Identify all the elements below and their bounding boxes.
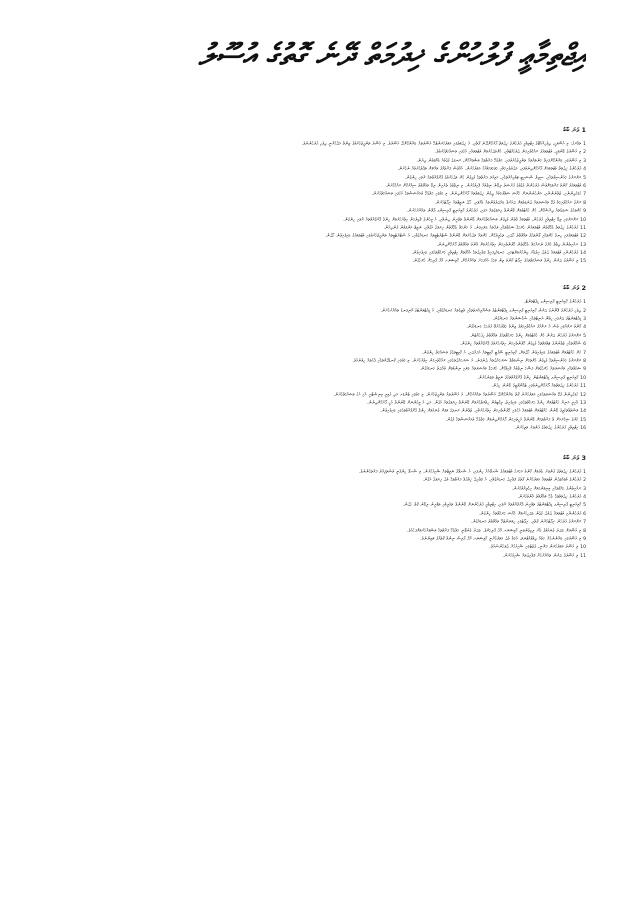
clause-paragraph: 2 ދިވެހި ފުލުހުންގެ ޤާނޫނުގެ ދަށުން ކޮމިއުނިޓީ ޕޮލިސިންގ ޑިޕާޓްމަންޓުގެ މަސްއޫލިއްޔަތުތަކާއި ވާޖިބުތައް ކަނޑައެޅުމާއި، އެ ޑިޕާޓްމަންޓުގެ އޮނިގަނޑު ތައްޔާރުކުރުން. [380, 308, 586, 314]
clause-paragraph: 5 ރަށްރަށުގެ ކައުންސިލްތަކާއި، ސިވިލް ސޮސައިޓީ ޖަމްޢިއްޔާތަކާއި، އަމިއްލަ ފަރާތްތަކާ ގުޅިގެން ކުށް މަދުކުރުމުގެ ޕްރޮގްރާމްތައް ރާވައި ހިންގުން. [404, 175, 586, 181]
clause-paragraph: 4 ފުލުހުންގެ ޚިދުމަތް މުޖުތަމަޢަށް ފޯރުކޮށްދިނުމުގައި، ޢަދުލުވެރިކަމާއި ހަމަހަމަކަމާއެކު ޢަމަލުކުރުން. އެއްވެސް ފަރާތެއްގެ މައްޗަށް ތަފާތުކުރުމެއް ނުކުރުން. [397, 167, 586, 173]
clause-paragraph: 15 ކުށުގެ ޝިކާރައަށް ވާ ފަރާތްތަކަށް ބޭނުންވާ އެހީތެރިކަން ފޯރުކޮށްދިނުމަށް ކަމާބެހޭ މުއައްސަސާތަކާ ގުޅުން. [445, 417, 586, 423]
clause-paragraph: 8 ރަށްރަށުގެ ކައުންސިލްތަކާ ގުޅިގެން ކުށްތަކަށް ނިސްބަތްވާ ސަރަހައްދުތައް ދެނެގަނެ، އެ ސަރަހައްދުތަކުގައި ރައްކާތެރިކަން އިތުރުކުރުން. މި ކަމުގައި ގޮނޑުދޮށުތަކާއި ޕާކުތައް ހިމެނެއެވެ. [352, 359, 586, 364]
section-2 [50, 284, 586, 433]
clause-paragraph: 4 ފުލުހުންގެ ޚިދުމަތްތަކާ ބެހޭ މަޢުލޫމާތު ޢާންމުކުރުން. [517, 495, 586, 501]
clause-paragraph: 8 ރަށުގެ ރައްކާތެރިކަމާ ގުޅޭ މައްސަލަތައް ދެނެގަތުމަށް ދައުރުވާ ބައްދަލުވުންތައް ބާއްވައި، ހޯދާ ނަތީޖާތައް ރިޕޯޓުކުރުން. [434, 200, 586, 206]
clause-paragraph: 14 މަސްތުވާތަކެތީގެ ބޭނުން ހުއްޓުވުމަށް މުޖުތަމަޢާ އެކުގައި ހޭލުންތެރިކަން އިތުރުކުރުމާއި، ޒުވާނުން ރަނގަޅު މަގަށް ގެނައުމަށް ހިންގާ ޕްރޮގްރާމްތަކުގައި ބައިވެރިވުން. [380, 409, 586, 415]
section-3 [50, 454, 586, 561]
clause-paragraph: 3 ޑިޕާޓްމަންޓުގެ ދަށުގައި ހިމެނޭ ޔުނިޓްތަކާއި ސެކްޝަންތައް ކަނޑައެޅުން. [492, 317, 586, 323]
clause-paragraph: 6 މުޖުތަމަޢުގެ ކޮންމެ ފަރާތަކަށްވެސް ފުލުހުންނާ ގުޅުމުގެ ފުރުޞަތު ލިބޭނެ ނިޒާމެއް ޤާއިމުކުރުން. މި ނިޒާމުގެ ތެރެއިން ލިބޭ މަޢުލޫމާތު ސިއްރުކޮށް ރައްކާކުރުން. [385, 183, 586, 189]
clause-paragraph: 7 ރަށްރަށުގެ ފުލުހުން ރިޕޯޓުކުރާނެ ގޮތާއި، ރިޕޯޓުގައި ހިމަނަންޖެހޭ މަޢުލޫމާތު ކަނޑައެޅުން. [471, 520, 586, 526]
clause-paragraph: 11 ފުލުހުންގެ ޚިދުމަތްތައް ފޯރުކޮށްދިނުމުގައި ޓެކްނޮލޮޖީގެ ބޭނުން ހިފުން. [491, 384, 586, 390]
clause-paragraph: 10 މި އުސޫލު ޢަމަލުކުރަން ފަށާނީ، ގެޒެޓުގައި ޝާއިޢުކުރާ ދުވަހުންސެއެވެ. [489, 545, 586, 551]
clause-paragraph: 10 ރަށްރަށުގައި ތިބޭ އިޖްތިމާޢީ ފުލުހުން، މުޖުތަމަޢާ ގާތުން ގުޅިގެން މަސައްކަތްކުރުމަށް ބޭނުންވާ ތަމްރީނު ދިނުމާއި، އެ މީހުންގެ ޤާބިލުކަން އިތުރުކުރުމަށް ހިންގާ ޕްރޮގްރާމްތައް ރާވައި ހިންގުން. [343, 217, 586, 223]
clause-paragraph: 8 މި އުސޫލަށް ބަދަލު ގެނައުމުގެ ބާރު ލިބިގެންވަނީ ކޮމިޝަނަރ އޮފް ޕޮލިހަށެވެ. ބަދަލު ގެނެވޭނީ ކަމާބެހޭ ފަރާތްތަކާ މަޝްވަރާކުރުމަށްފަހުއެވެ. [407, 528, 586, 534]
clause-paragraph: 6 ސްކޫލްތަކާއި ޒުވާނުންގެ ޖަމާޢަތްތަކާ ގުޅިގެން ހޭލުންތެރިކަން އިތުރުކުރުމުގެ ޕްރޮގްރާމްތައް ހިންގުން. [460, 342, 586, 348]
clause-paragraph: 1 ފުލުހުންގެ ކޮމިއުނިޓީ ޕޮލިސިންގ ޑިޕާޓްމަންޓް. [523, 300, 586, 306]
section-heading: 1 ވަނަ ބާބު [563, 126, 586, 134]
clause-paragraph: 11 ފުލުހުންގެ ޚިދުމަތާ ބެހޭގޮތުން މުޖުތަމަޢުން ހުށަހަޅާ ޝަކުވާތަކާއި ލަފާތައް ބަލައިގަނެ، އެ ކަންކަމާ ބެހޭގޮތުން ފިޔަވަޅު އެޅުމާއި، ނަތީޖާ އަންގަމުން ގެންދިއުން. [383, 225, 586, 231]
clause-paragraph: 9 ޝަކުވާތަކާއި މައްސަލަތައް ހުށަހެޅުމަށް ފަސޭހަ ނިޒާމެއް ޤާއިމުކޮށް، ހުށަހަޅާ މައްސަލަތައް ބަލައި ނިންމުމަށް މުއްދަތު ކަނޑައެޅުން. [419, 367, 586, 373]
clause-paragraph: 16 އިޖްތިމާޢީ ފުލުހުންގެ ޚިދުމަތުގެ ފެންވަރު މަތިކުރުން. [514, 426, 586, 432]
clause-paragraph: 7 ކުޑަކުދިންނާއި، ޒުވާނުންނާއި، އަންހެނުންނަށް ހާއްސަ ސަމާލުކަމެއް ދީގެން ޚިދުމަތްތައް ފޯރުކޮށްދިނުން. މި ކަމުގައި ކަމާބެހޭ މުއައްސަސާތަކާ އެކުގައި މަސައްކަތްކުރުން. [371, 192, 586, 198]
clause-paragraph: 5 ރަށްރަށުގެ ފުލުހުން ދަށުން ކުށް ހުއްޓުވުމަށް ހިންގާ ހަރަކާތްތަކުގެ މަޢުލޫމާތު ހިފެހެއްޓުން. [469, 333, 586, 339]
clause-list [50, 299, 586, 433]
clause-paragraph: 14 ފުލުހުންނާއި މުޖުތަމަޢާ ދެމެދު އިތުބާރު ބިނާކުރުމަށްޓަކައި، ކަނޑައެޅިފައިވާ ގަވާއިދުތަކާ އެއްގޮތަށް އިޖްތިމާޢީ ހަރަކާތްތަކުގައި ބައިވެރިވުން. [411, 251, 586, 257]
section-heading: 2 ވަނަ ބާބު [563, 284, 586, 293]
clause-paragraph: 1 ތަޢާރަފު: މި އުސޫލަކީ، ދިވެހިރާއްޖޭގެ އިޖްތިމާޢީ ފުލުހުންގެ ޚިދުމަތް ފޯރުކޮށްދޭނެ ގޮތާއި، އެ ޚިދުމަތުގައި ޢަމަލުކުރަންޖެހޭ އުސޫލުތައް ބަޔާންކޮށްދޭ އުސޫލެވެ. މި އުސޫލު ތަންފީޒުކުރުމުގެ ޒިންމާ އަދާކުރާނީ ދިވެހި ފުލުހުންނެވެ. [301, 142, 586, 147]
clause-paragraph: 13 ޢާއިލީ އަނިޔާ ހުއްޓުވުމަށް ހިންގާ ހަރަކާތްތަކުގައި ބައިވެރިވެ، ވިކްޓިމުން ހިމާޔަތްކުރުމަށް ބޭނުންވާ ފިޔަވަޅުތައް އެޅުން. އަދި އެ މީހުންނަށް ބޭނުންވާ އެހީ ފޯރުކޮށްދިނުން. [366, 400, 586, 406]
clause-list [50, 469, 586, 561]
clause-paragraph: 3 މި އުސޫލުގައި ބަޔާންކޮށްފައިވާ ކަންތައްތައް ތަންފީޒުކުރުމުގައި، ކަމާބެހޭ ފަރާތްތަކާ މަޝްވަރާކޮށް، ރަނގަޅު ގުޅުމެއް ބާއްވަމުން ދިޔުން. [416, 158, 586, 164]
document-title: އިޖްތިމާޢީ ފުލުހުންގެ ޚިދުމަތް ދޭނެ ގޮތުގެ އުސޫލު [198, 38, 586, 73]
document-body [50, 126, 586, 561]
clause-paragraph: 11 މި އުސޫލުގެ ދަށުން ތައްޔާރުކުރާ ޤަވާޢިދުތައް ޝާއިޢުކުރުން. [502, 553, 586, 559]
clause-paragraph: 4 ކޮންމެ ރަށެއްގައި ވެސް އެ ރަށެއްގެ ރައްކާތެރިކަމުގެ ޒިންމާ ހަވާލުކުރެވޭ ފުލުހަކު ކަނޑައެޅުން. [466, 325, 586, 331]
section-heading: 3 ވަނަ ބާބު [563, 453, 586, 462]
clause-paragraph: 2 މި އުސޫލުގެ ބޭނުމަކީ، މުޖުތަމަޢުގެ ރައްކާތެރިކަން ދެމެހެއްޓުމާއި، ކުށްމަދުކުރުމަށް މުޖުތަމަޢާއި އެކުގައި މަސައްކަތްކުރުމެވެ. [434, 150, 586, 156]
clause-paragraph: 1 ފުލުހުންގެ ޚިދުމަތުގެ ފެންވަރު ބެލުމަށް ކޮންމެ އަހަރަކު މުޖުތަމަޢުގެ ސާރވޭއެއް ހިންގައި، އެ ސާރވޭގެ ނަތީޖާތައް ޝާއިޢުކުރުން. މި ސާރވޭ ހިންގާނީ މުސްތަޤިއްލު ފަރާތަކުންނެވެ. [358, 469, 586, 475]
clause-paragraph: 9 ކުށްތަކުގެ ސަބަބުތައް ދިރާސާކޮށް، ކުށް ހުއްޓުވުމަށް ބޭނުންވާ ފިޔަވަޅުތައް އަޅައި، ފުލުހުންގެ ކޮމިއުނިޓީ ޕޮލިސިންގ ޕްލޭން ތައްޔާރުކުރުން. [406, 209, 586, 215]
clause-paragraph: 7 ކުށް ހުއްޓުވުމަށް މުޖުތަމަޢުގެ ބައިވެރިވުން ހޯދުމަށް، ކޮމިއުނިޓީ ސޭފްޓީ ކޮމިޓީތައް އުފައްދައި، އެ ކޮމިޓީތަކުގެ މަސައްކަތް ހިންގުން. [421, 350, 586, 356]
clause-list [50, 141, 586, 266]
section-1 [50, 126, 586, 266]
clause-paragraph: 2 ފުލުހުންގެ މުވައްޒަފުން މުޖުތަމަޢާ ޢަމަލުކުރާނެ ގޮތުގެ ޤަވާޢިދު ކަނޑައެޅުމާއި، އެ ޤަވާޢިދާ ޚިލާފުވާ ފަރާތްތަކާ މެދު ފިޔަވަޅު އެޅުން. [422, 478, 586, 484]
clause-paragraph: 5 ކޮމިއުނިޓީ ޕޮލިސިންގ ޑިޕާޓްމަންޓުގެ ތަމްރީނު ޕްރޮގްރާމްތައް ރާވައި، އިޖްތިމާޢީ ފުލުހުންނަށް ބޭނުންވާ ތަޢުލީމާއި ތަމްރީނު ލިބޭނެ ގޮތް ހެދުން. [402, 503, 586, 509]
clause-paragraph: 6 ފުލުހުންނާއި މުޖުތަމަޢާ ދެމެދު ގުޅުން ބަދަހިކުރުމަށް ހާއްސަ ހަރަކާތްތައް ހިންގުން. [478, 511, 586, 517]
clause-paragraph: 10 ކޮމިއުނިޓީ ޕޮލިސިންގ ޑިޕާޓްމަންޓުން ހިންގާ ޕްރޮގްރާމްތަކުގެ ނަތީޖާ ވަޒަނުކުރުން. [477, 375, 586, 381]
clause-paragraph: 13 ރައްޔިތުންނާ ދިމާވާ ކުށުގެ ނުރައްކަލާ ބެހޭގޮތުން ހޭލުންތެރިކަން އިތުރުކުރުމަށް ޢާންމު މަޢުލޫމާތު ފޯރުކޮށްދިނުން. [436, 242, 586, 248]
clause-paragraph: 12 މުޖުތަމަޢުގައި ހިނގާ ކުށްތަކާއި ގޯނާތަކުގެ މަޢުލޫމާތު ހޯދައި، ތަޙުލީލުކޮށް، ކުށްތައް މަދުކުރުމަށް ބޭނުންވާ ސްޓްރެޓެޖީތައް ކަނޑައެޅުމާއި، އެ ސްޓްރެޓެޖީތައް ތަންފީޒުކުރުމުގައި މުޖުތަމަޢުގެ ބައިވެރިވުން ހޯދުން. [325, 234, 586, 240]
clause-paragraph: 9 މި އުސޫލުގައި ބަޔާންނުކުރާ ކަމެއް ދިމާވެއްޖެނަމަ، އެކަމާ މެދު ޢަމަލުކުރާނީ ކޮމިޝަނަރ އޮފް ޕޮލިސް ނިންމާ ގޮތެއްގެ މަތިންނެވެ. [420, 537, 586, 543]
clause-paragraph: 12 ކުޑަކުދިންނާ ގުޅޭ މައްސަލަތަކުގައި ޢަމަލުކުރާނެ ގޮތް ބަޔާންކޮށްދޭ އުސޫލުތައް ތައްޔާރުކޮށް، އެ އުސޫލުތައް ތަންފީޒުކުރުން. މި ކަމުގައި ޖެންޑަރ އަދި ފެމިލީ މިނިސްޓްރީ އާއި އެކު މަސައްކަތްކުރުން. [333, 392, 586, 398]
clause-paragraph: 15 މި އުސޫލުގެ ދަށުން ހިންގާ މަސައްކަތްތަކުގެ ރިޕޯޓު ކޮންމެ ތިން މަހަކު އެއްފަހަރު ތައްޔާރުކޮށް، ކޮމިޝަނަރ އޮފް ޕޮލިހަށް ހުށަހެޅުން. [412, 259, 586, 265]
clause-paragraph: 3 ރައްޔިތުންގެ ޙައްޤުތަކާއި މިނިވަންކަމަށް އިޙްތިރާމްކުރުން. [511, 486, 586, 492]
